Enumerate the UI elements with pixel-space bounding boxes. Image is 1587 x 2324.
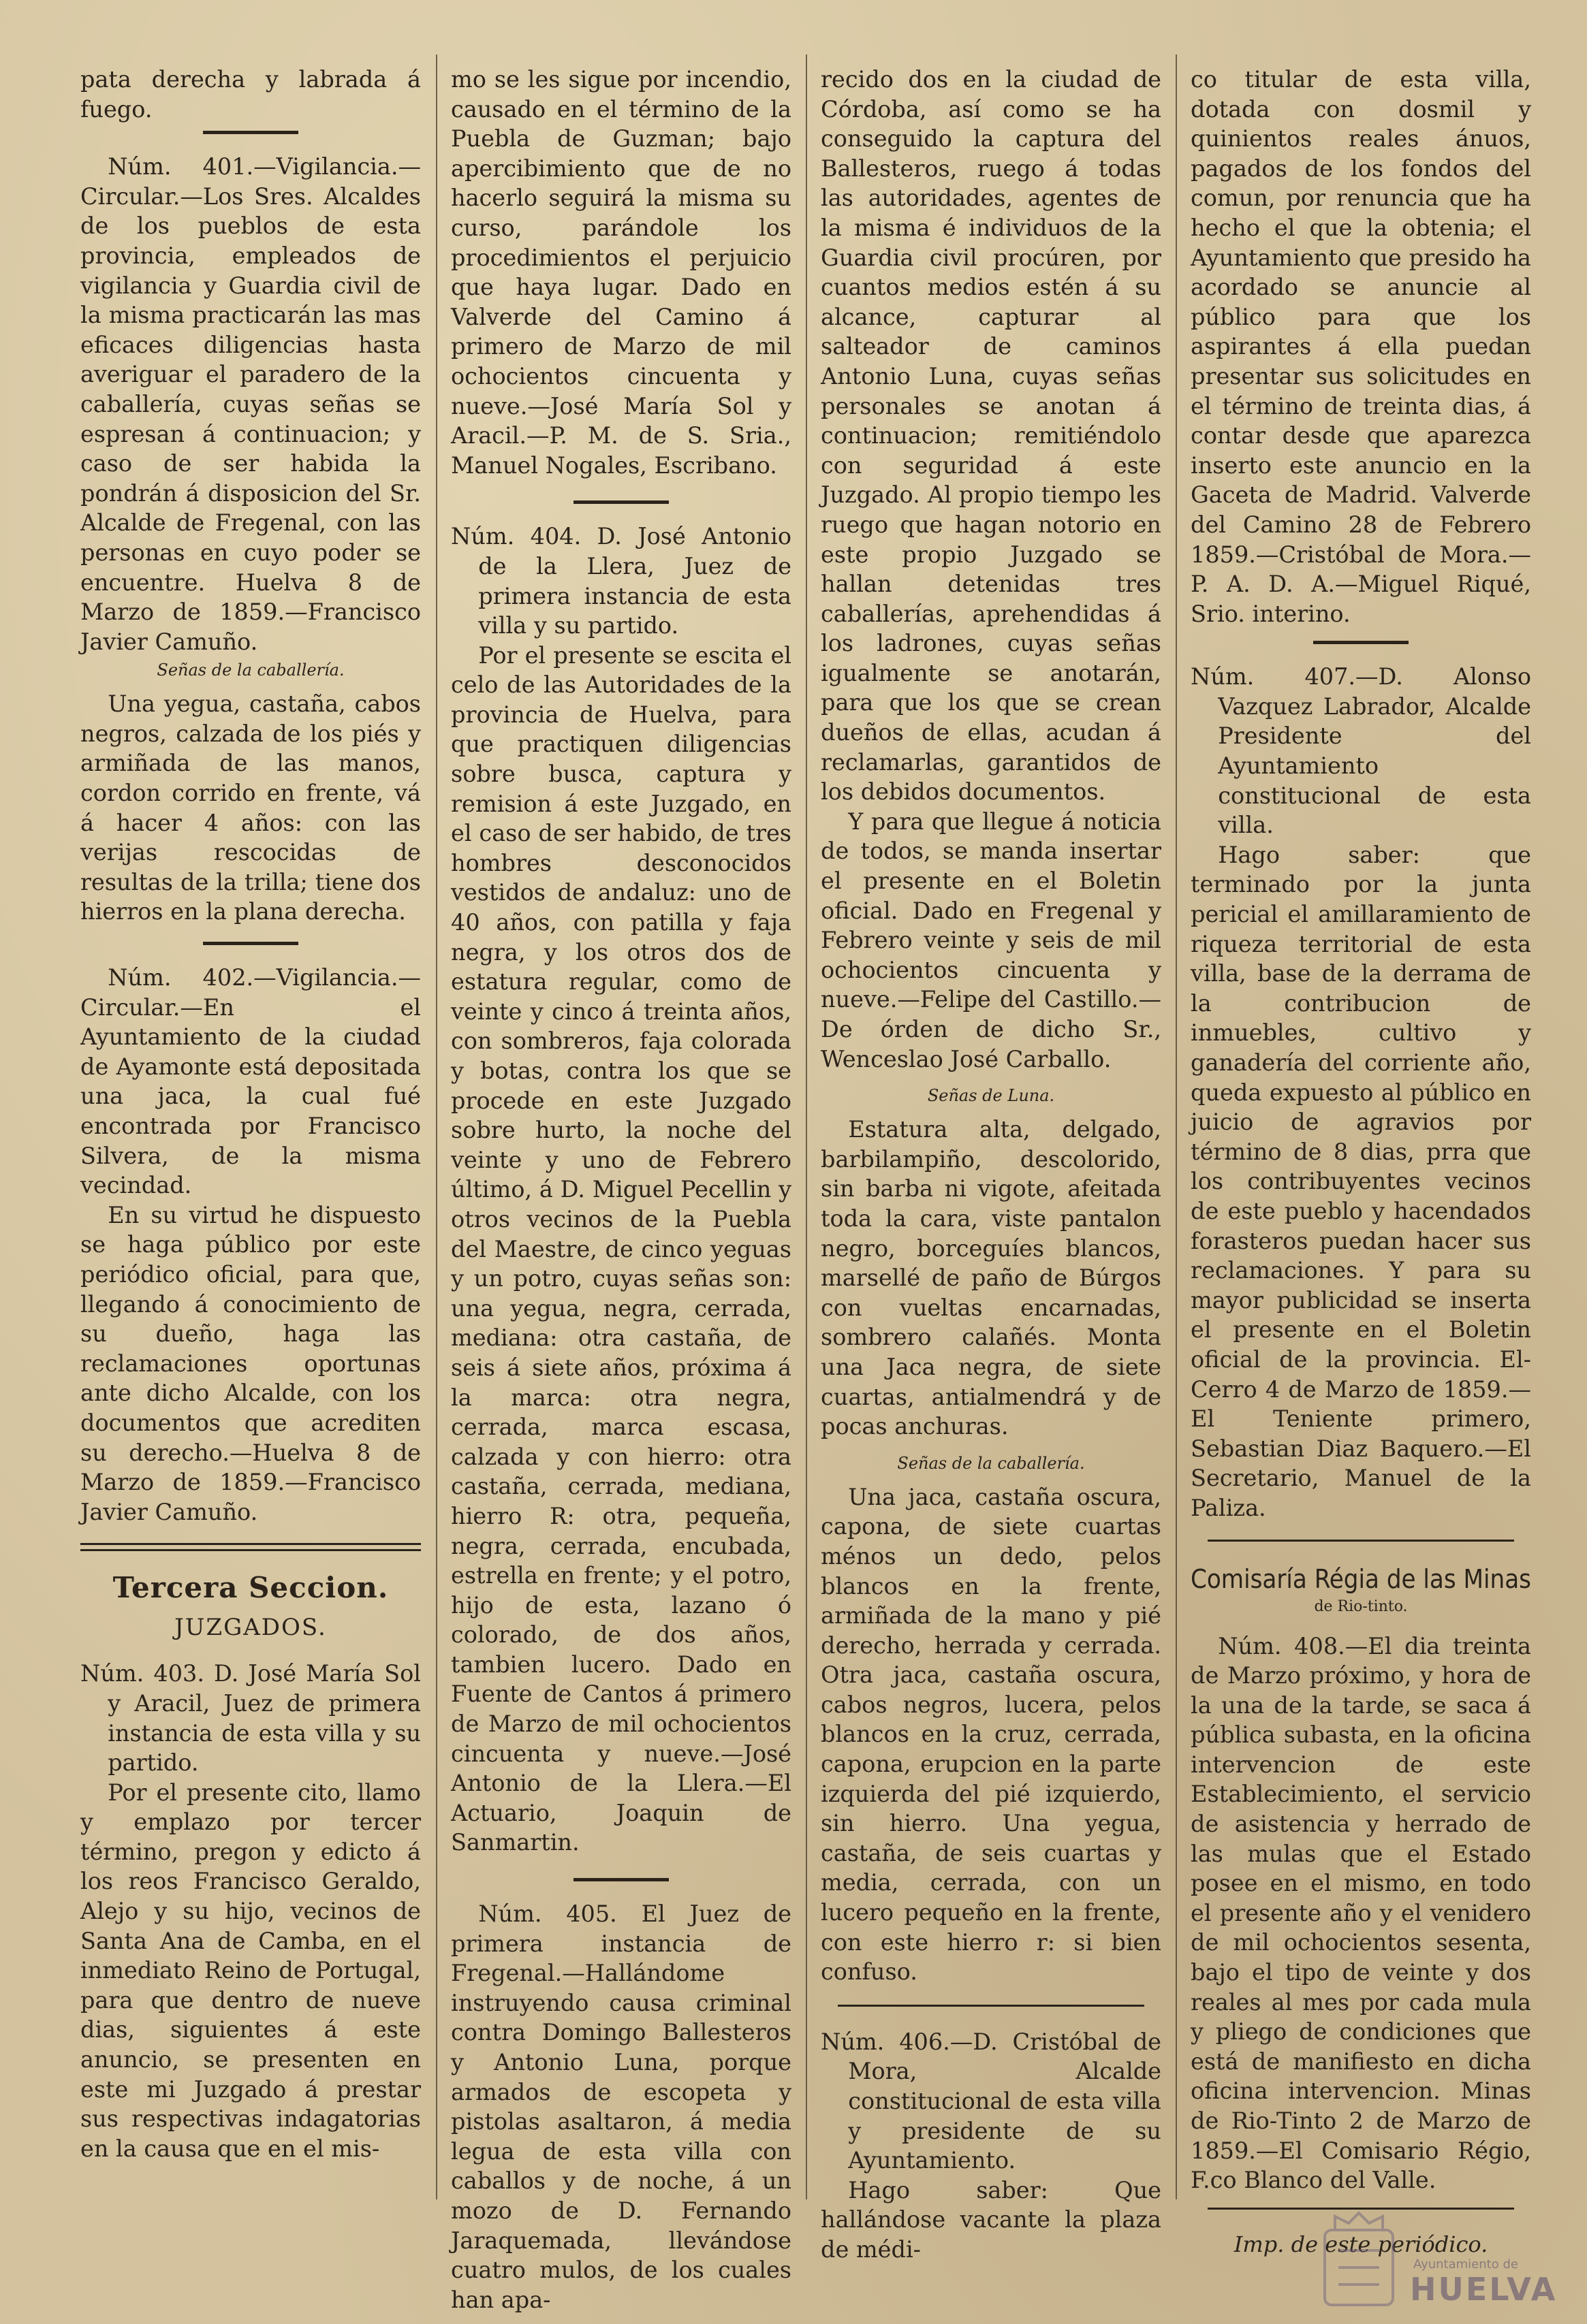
paragraph: Hago saber: Que hallándose vacante la plaza de médi- (821, 2176, 1161, 2263)
comisaria-heading: Comisaría Régia de las Minas (1191, 1563, 1531, 1594)
notice-408: Núm. 408.—El dia treinta de Marzo próximo, y hora de la una de la tarde, se saca á pública subasta, en la oficina intervencion de este Establecimiento, el servicio de asistencia y herrado de las mulas que el Estado posee en el mismo, en todo el presente año y el venidero de mil ochocientos sesenta, bajo el tipo de veinte y dos reales al mes por cada mula y pliego de condiciones que está de manifiesto en dicha oficina intervencion. Minas de Rio-Tinto 2 de Marzo de 1859.—El Comisario Régio, F.co Blanco del Valle. (1191, 1632, 1531, 2194)
column-rule (806, 54, 807, 2199)
notice-406: Núm. 406.—D. Cristóbal de Mora, Alcalde constitucional de esta villa y presidente de su Ayuntamiento. (821, 2028, 1161, 2174)
column-4 (1191, 65, 1531, 2257)
column-rule (436, 54, 437, 2199)
paragraph: Por el presente se escita el celo de las Autoridades de la provincia de Huelva, para que practiquen diligencias sobre busca, captura y remision á este Juzgado, en el caso de ser habido, de tres hombres desconocidos vestidos de andaluz: uno de 40 años, con patilla y faja negra, y los otros dos de estatura regular, como de veinte y cinco á treinta años, con sombreros, faja colorada y botas, contra los que se procede en este Juzgado sobre hurto, la noche del veinte y uno de Febrero último, á D. Miguel Pecellin y otros vecinos de la Puebla del Maestre, de cinco yeguas y un potro, cuyas señas son: una yegua, negra, cerrada, mediana: otra castaña, de seis á siete años, próxima á la marca: otra negra, cerrada, marca escasa, calzada y con hierro: otra castaña, cerrada, mediana, hierro R: otra, pequeña, negra, cerrada, encubada, estrella en frente; y el potro, hijo de esta, lazano ó colorado, de dos años, tambien lucero. Dado en Fuente de Cantos á primero de Marzo de mil ochocientos cincuenta y nueve.—José Antonio de la Llera.—El Actuario, Joaquin de Sanmartin. (451, 641, 791, 1856)
paragraph: En su virtud he dispuesto se haga público por este periódico oficial, para que, llegando á conocimiento de su dueño, haga las reclamaciones oportunas ante dicho Alcalde, con los documentos que acrediten su derecho.—Huelva 8 de Marzo de 1859.—Francisco Javier Camuño. (80, 1201, 421, 1525)
column-2 (451, 65, 791, 2313)
section-subtitle: JUZGADOS. (174, 1614, 327, 1642)
comisaria-subheading: de Rio-tinto. (1314, 1597, 1408, 1615)
separator (838, 2005, 1144, 2007)
notice-402: Núm. 402.—Vigilancia.—Circular.—En el Ayuntamiento de la ciudad de Ayamonte está depositada una jaca, la cual fué encontrada por Francisco Silvera, de la misma vecindad. (80, 964, 421, 1199)
paragraph: Una jaca, castaña oscura, capona, de siete cuartas ménos un dedo, pelos blancos en la frente, armiñada de la mano y pié derecho, herrada y cerrada. Otra jaca, castaña oscura, cabos negros, lucera, pelos blancos en la cruz, cerrada, capona, erupcion en la parte izquierda del pié izquierdo, sin hierro. Una yegua, castaña, de seis cuartas y media, cerrada, con un lucero pequeño en la frente, con este hierro r: si bien confuso. (821, 1483, 1161, 1986)
paragraph: Y para que llegue á noticia de todos, se manda insertar el presente en el Boletin oficial. Dado en Fregenal y Febrero veinte y seis de mil ochocientos cincuenta y nueve.—Felipe del Castillo.—De órden de dicho Sr., Wenceslao José Carballo. (821, 808, 1161, 1072)
paragraph: pata derecha y labrada á fuego. (80, 66, 421, 123)
notice-407: Núm. 407.—D. Alonso Vazquez Labrador, Alcalde Presidente del Ayuntamiento constitucional de esta villa. (1191, 663, 1531, 839)
paragraph: Por el presente cito, llamo y emplazo por tercer término, pregon y edicto á los reos Francisco Geraldo, Alejo y su hijo, vecinos de Santa Ana de Camba, en el inmediato Reino de Portugal, para que dentro de nueve dias, siguientes á este anuncio, se presenten en este mi Juzgado á prestar sus respectivas indagatorias en la causa que en el mis- (80, 1779, 421, 2162)
separator (1313, 641, 1409, 644)
note-heading: Señas de Luna. (927, 1086, 1055, 1106)
separator (203, 942, 298, 945)
paragraph: co titular de esta villa, dotada con dosmil y quinientos reales ánuos, pagados de los fondos del comun, por renuncia que ha hecho el que la obtenia; el Ayuntamiento que presido ha acordado se anuncie al público para que los aspirantes á ella puedan presentar sus solicitudes en el término de treinta dias, á contar desde que aparezca inserto este anuncio en la Gaceta de Madrid. Valverde del Camino 28 de Febrero 1859.—Cristóbal de Mora.—P. A. D. A.—Miguel Riqué, Srio. interino. (1191, 66, 1531, 627)
notice-403: Núm. 403. D. José María Sol y Aracil, Juez de primera instancia de esta villa y su partido. (80, 1660, 421, 1777)
notice-405: Núm. 405. El Juez de primera instancia de Fregenal.—Hallándome instruyendo causa criminal contra Domingo Ballesteros y Antonio Luna, porque armados de escopeta y pistolas asaltaron, á media legua de esta villa con caballos y de noche, á un mozo de D. Fernando Jaraquemada, llevándose cuatro mulos, de los cuales han apa- (451, 1900, 791, 2313)
notice-404: Núm. 404. D. José Antonio de la Llera, Juez de primera instancia de esta villa y su partido. (451, 523, 791, 639)
note-heading: Señas de la caballería. (157, 660, 345, 680)
separator (573, 500, 669, 504)
section-title: Tercera Seccion. (112, 1571, 389, 1605)
paragraph: Hago saber: que terminado por la junta pericial el amillaramiento de riqueza territorial de esta villa, base de la derrama de la contribucion de inmuebles, cultivo y ganadería del corriente año, queda expuesto al público en juicio de agravios por término de 8 dias, prra que los contribuyentes vecinos de este pueblo y hacendados forasteros puedan hacer sus reclamaciones. Y para su mayor publicidad se inserta el presente en el Boletin oficial de la provincia. El-Cerro 4 de Marzo de 1859.—El Teniente primero, Sebastian Diaz Baquero.—El Secretario, Manuel de la Paliza. (1191, 841, 1531, 1521)
separator (1208, 1540, 1514, 1542)
paragraph: mo se les sigue por incendio, causado en el término de la Puebla de Guzman; bajo apercibimiento que de no hacerlo seguirá la misma su curso, parándole los procedimientos el perjuicio que haya lugar. Dado en Valverde del Camino á primero de Marzo de mil ochocientos cincuenta y nueve.—José María Sol y Aracil.—P. M. de S. Sria., Manuel Nogales, Escribano. (451, 66, 791, 479)
notice-401: Núm. 401.—Vigilancia.—Circular.—Los Sres. Alcaldes de los pueblos de esta provincia, empleados de vigilancia y Guardia civil de la misma practicarán las mas eficaces diligencias hasta averiguar el paradero de la caballería, cuyas señas se espresan á continuacion; y caso de ser habida la pondrán á disposicion del Sr. Alcalde de Fregenal, con las personas en cuyo poder se encuentre. Huelva 8 de Marzo de 1859.—Francisco Javier Camuño. (80, 153, 421, 655)
column-1 (80, 65, 421, 2216)
column-rule (1176, 54, 1177, 2199)
separator (573, 1878, 669, 1881)
paragraph: Estatura alta, delgado, barbilampiño, descolorido, sin barba ni vigote, afeitada toda la cara, viste pantalon negro, borceguíes blancos, marsellé de paño de Búrgos con vueltas encarnadas, sombrero calañés. Monta una Jaca negra, de siete cuartas, antialmendrá y de pocas anchuras. (821, 1116, 1161, 1440)
paragraph: recido dos en la ciudad de Córdoba, así como se ha conseguido la captura del Ballesteros, ruego á todas las autoridades, agentes de la misma é individuos de la Guardia civil procúren, por cuantos medios estén á su alcance, capturar al salteador de caminos Antonio Luna, cuyas señas personales se anotan á continuacion; remitiéndolo con seguridad á este Juzgado. Al propio tiempo les ruego que hagan notorio en este propio Juzgado se hallan detenidas tres caballerías, aprehendidas á los ladrones, cuyas señas igualmente se anotarán, para que los que se crean dueños de ellas, acudan á reclamarlas, garantidos de los debidos documentos. (821, 66, 1161, 806)
section-separator (80, 1543, 421, 1551)
paragraph: Una yegua, castaña, cabos negros, calzada de los piés y armiñada de las manos, cordon corrido en frente, vá á hacer 4 años: con las verijas rescocidas de resultas de la trilla; tiene dos hierros en la plana derecha. (80, 690, 421, 925)
stamp-city: HUELVA (1410, 2271, 1558, 2308)
column-3 (821, 65, 1161, 2263)
printer-imprint: Imp. de este periódico. (1234, 2231, 1488, 2257)
note-heading: Señas de la caballería. (897, 1453, 1085, 1473)
stamp-caption: Ayuntamiento de (1413, 2257, 1518, 2272)
separator (203, 131, 298, 134)
